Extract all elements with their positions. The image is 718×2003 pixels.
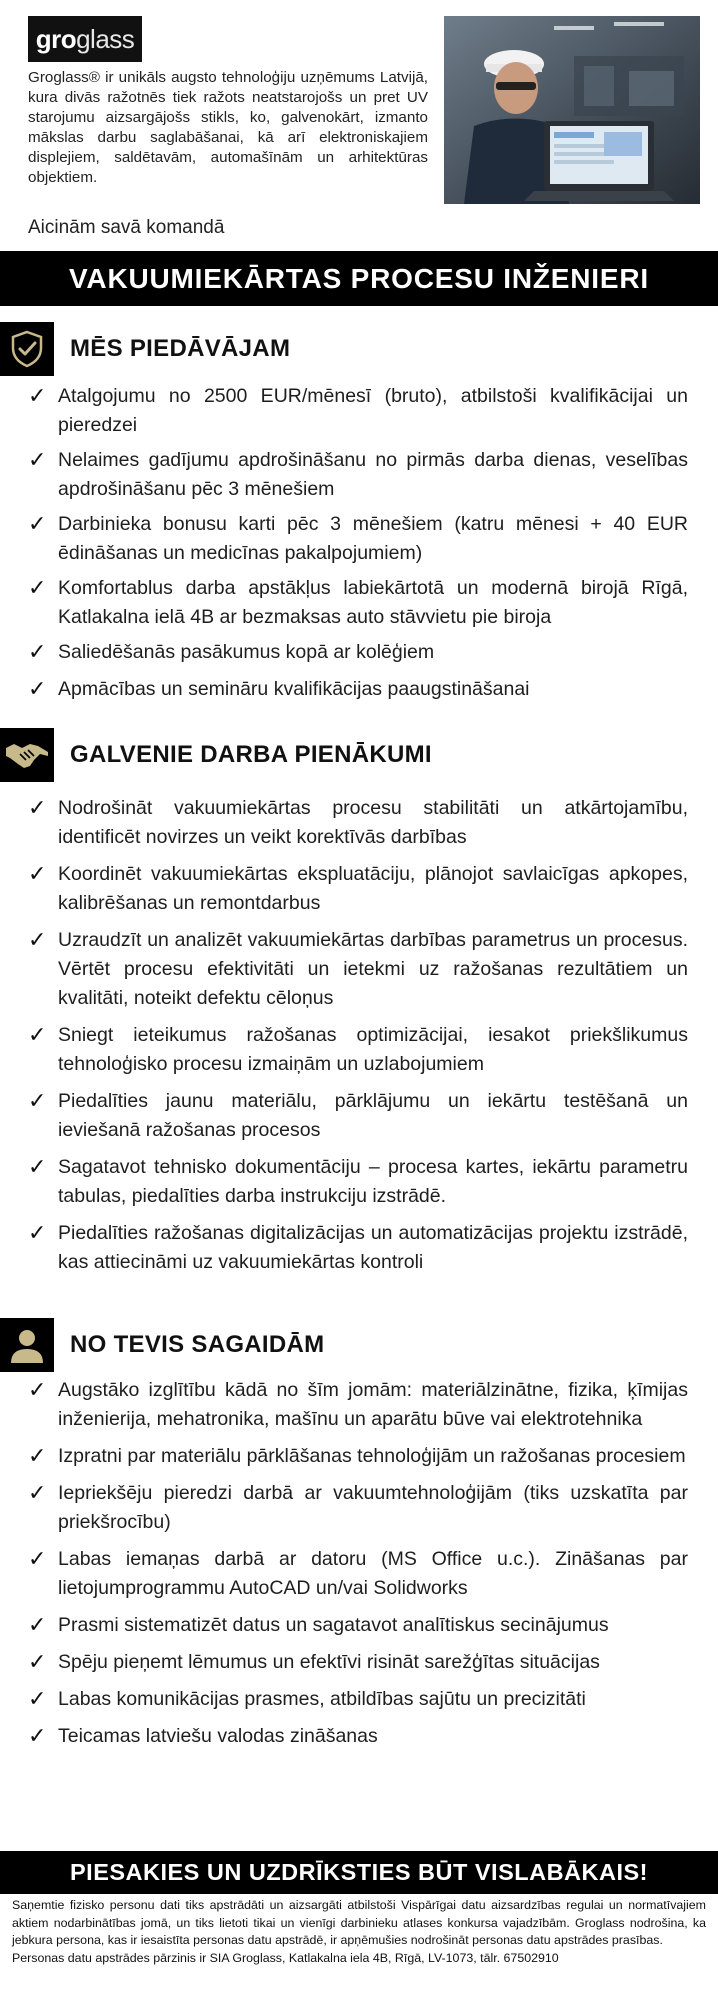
list-item <box>28 1442 688 1471</box>
list-item <box>28 1087 688 1145</box>
check-icon: ✓ <box>28 384 47 409</box>
list-item <box>28 1376 688 1434</box>
engineer-photo <box>444 16 700 204</box>
duties-list <box>28 794 688 1277</box>
check-icon: ✓ <box>28 1724 47 1749</box>
check-icon: ✓ <box>28 1221 47 1246</box>
duty-item-text: Koordinēt vakuumiekārtas ekspluatāciju, plānojot savlaicīgas apkopes, kalibrēšanas un remontdarbus <box>58 863 688 914</box>
duty-item-text: Piedalīties ražošanas digitalizācijas un automatizācijas projektu izstrādē, kas attiecināmi uz vakuumiekārtas kontroli <box>58 1222 688 1273</box>
duties-section-header <box>0 728 718 782</box>
check-icon: ✓ <box>28 640 47 665</box>
requirement-item-text: Labas komunikācijas prasmes, atbildības sajūtu un precizitāti <box>58 1688 586 1710</box>
duty-item-text: Piedalīties jaunu materiālu, pārklājumu un iekārtu testēšanā un ieviešanā ražošanas procesos <box>58 1090 688 1141</box>
list-item <box>28 1685 688 1714</box>
intro-block <box>28 16 428 188</box>
check-icon: ✓ <box>28 1444 47 1469</box>
list-item <box>28 1219 688 1277</box>
check-icon: ✓ <box>28 1650 47 1675</box>
requirement-item-text: Spēju pieņemt lēmumus un efektīvi risināt sarežģītas situācijas <box>58 1651 600 1673</box>
check-icon: ✓ <box>28 1155 47 1180</box>
offer-list <box>28 382 688 704</box>
logo-part-2: glass <box>76 23 135 54</box>
check-icon: ✓ <box>28 796 47 821</box>
job-title-banner <box>0 251 718 306</box>
requirements-list <box>28 1376 688 1751</box>
list-item <box>28 638 688 667</box>
check-icon: ✓ <box>28 1547 47 1572</box>
duty-item-text: Sagatavot tehnisko dokumentāciju – procesa kartes, iekārtu parametru tabulas, piedalīties darba instrukciju izstrādē. <box>58 1156 688 1207</box>
check-icon: ✓ <box>28 576 47 601</box>
offer-section-title: MĒS PIEDĀVĀJAM <box>70 335 291 362</box>
duty-item-text: Nodrošināt vakuumiekārtas procesu stabilitāti un atkārtojamību, identificēt novirzes un veikt korektīvās darbības <box>58 797 688 848</box>
list-item <box>28 675 688 704</box>
offer-section-header <box>0 322 718 376</box>
offer-item-text: Atalgojumu no 2500 EUR/mēnesī (bruto), atbilstoši kvalifikācijai un pieredzei <box>58 385 688 436</box>
check-icon: ✓ <box>28 1089 47 1114</box>
offer-item-text: Nelaimes gadījumu apdrošināšanu no pirmās darba dienas, veselības apdrošināšanu pēc 3 mēnešiem <box>58 449 688 500</box>
offer-item-text: Komfortablus darba apstākļus labiekārtotā un modernā birojā Rīgā, Katlakalna ielā 4B ar bezmaksas auto stāvvietu pie biroja <box>58 577 688 628</box>
duties-section-title: GALVENIE DARBA PIENĀKUMI <box>70 741 432 768</box>
duty-item-text: Uzraudzīt un analizēt vakuumiekārtas darbības parametrus un procesus. Vērtēt procesu efektivitāti un ietekmi uz ražošanas rezultātiem un kvalitāti, noteikt defektu cēloņus <box>58 929 688 1009</box>
requirement-item-text: Iepriekšēju pieredzi darbā ar vakuumtehnoloģijām (tiks uzskatīta par priekšrocību) <box>58 1482 688 1533</box>
check-icon: ✓ <box>28 1378 47 1403</box>
list-item <box>28 1611 688 1640</box>
check-icon: ✓ <box>28 1687 47 1712</box>
list-item <box>28 510 688 568</box>
list-item <box>28 860 688 918</box>
offer-item-text: Darbinieka bonusu karti pēc 3 mēnešiem (katru mēnesi + 40 EUR ēdināšanas un medicīnas pakalpojumiem) <box>58 513 688 564</box>
requirement-item-text: Teicamas latviešu valodas zināšanas <box>58 1725 378 1747</box>
check-icon: ✓ <box>28 1023 47 1048</box>
check-icon: ✓ <box>28 448 47 473</box>
call-to-action-text: PIESAKIES UN UZDRĪKSTIES BŪT VISLABĀKAIS! <box>69 1859 649 1885</box>
privacy-controller: Personas datu apstrādes pārzinis ir SIA Groglass, Katlakalna iela 4B, Rīgā, LV-1073, tālr. 67502910 <box>12 1950 559 1965</box>
requirement-item-text: Labas iemaņas darbā ar datoru (MS Office u.c.). Zināšanas par lietojumprogrammu AutoCAD un/vai Solidworks <box>58 1548 688 1599</box>
check-icon: ✓ <box>28 928 47 953</box>
requirements-section-header <box>0 1318 718 1372</box>
check-icon: ✓ <box>28 862 47 887</box>
engineer-photo-illustration <box>444 16 700 204</box>
privacy-text: Saņemtie fizisko personu dati tiks apstrādāti un aizsargāti atbilstoši Vispārīgai datu aizsardzības regulai un normatīvajiem aktiem nodarbinātības jomā, un tiks lietoti tikai un vienīgi darbinieku atlases konkursa vajadzībām. Groglass nodrošina, ka jebkura persona, kas ir iesaistīta personas datu apstrādē, ir apņēmušies nodrošināt personas datu apstrādes prasības. <box>12 1898 706 1948</box>
requirement-item-text: Prasmi sistematizēt datus un sagatavot analītiskus secinājumus <box>58 1614 609 1636</box>
offer-item-text: Apmācības un semināru kvalifikācijas paaugstināšanai <box>58 678 530 700</box>
company-description: Groglass® ir unikāls augsto tehnoloģiju uzņēmums Latvijā, kura divās ražotnēs tiek ražots neatstarojošs un pret UV starojumu aizsargājošs stikls, ko, galvenokārt, izmanto mākslas darbu saglabāšanai, kā arī elektroniskajiem displejiem, saldētavām, automašīnām un arhitektūras objektiem. <box>28 69 428 186</box>
list-item <box>28 1153 688 1211</box>
duty-item-text: Sniegt ieteikumus ražošanas optimizācijai, iesakot priekšlikumus tehnoloģisko procesu izmaiņām un uzlabojumiem <box>58 1024 688 1075</box>
list-item <box>28 1545 688 1603</box>
list-item <box>28 1648 688 1677</box>
list-item <box>28 446 688 504</box>
list-item <box>28 1722 688 1751</box>
requirement-item-text: Izpratni par materiālu pārklāšanas tehnoloģijām un ražošanas procesiem <box>58 1445 686 1467</box>
handshake-icon <box>0 728 54 782</box>
invite-text: Aicinām savā komandā <box>28 217 225 238</box>
requirement-item-text: Augstāko izglītību kādā no šīm jomām: materiālzinātne, fizika, ķīmijas inženierija, mehatronika, mašīnu un aparātu būve vai elektrotehnika <box>58 1379 688 1430</box>
list-item <box>28 794 688 852</box>
requirements-section-title: NO TEVIS SAGAIDĀM <box>70 1331 325 1358</box>
list-item <box>28 1479 688 1537</box>
check-icon: ✓ <box>28 1613 47 1638</box>
logo-part-1: gro <box>35 23 77 54</box>
list-item <box>28 926 688 1013</box>
check-icon: ✓ <box>28 1481 47 1506</box>
check-icon: ✓ <box>28 677 47 702</box>
groglass-logo <box>28 16 142 62</box>
job-title: VAKUUMIEKĀRTAS PROCESU INŽENIERI <box>69 262 649 294</box>
list-item <box>28 382 688 440</box>
list-item <box>28 1021 688 1079</box>
list-item <box>28 574 688 632</box>
person-icon <box>0 1318 54 1372</box>
offer-item-text: Saliedēšanās pasākumus kopā ar kolēģiem <box>58 641 435 663</box>
check-icon: ✓ <box>28 512 47 537</box>
call-to-action-banner <box>0 1851 718 1894</box>
shield-icon <box>0 322 54 376</box>
privacy-notice <box>12 1897 706 1967</box>
